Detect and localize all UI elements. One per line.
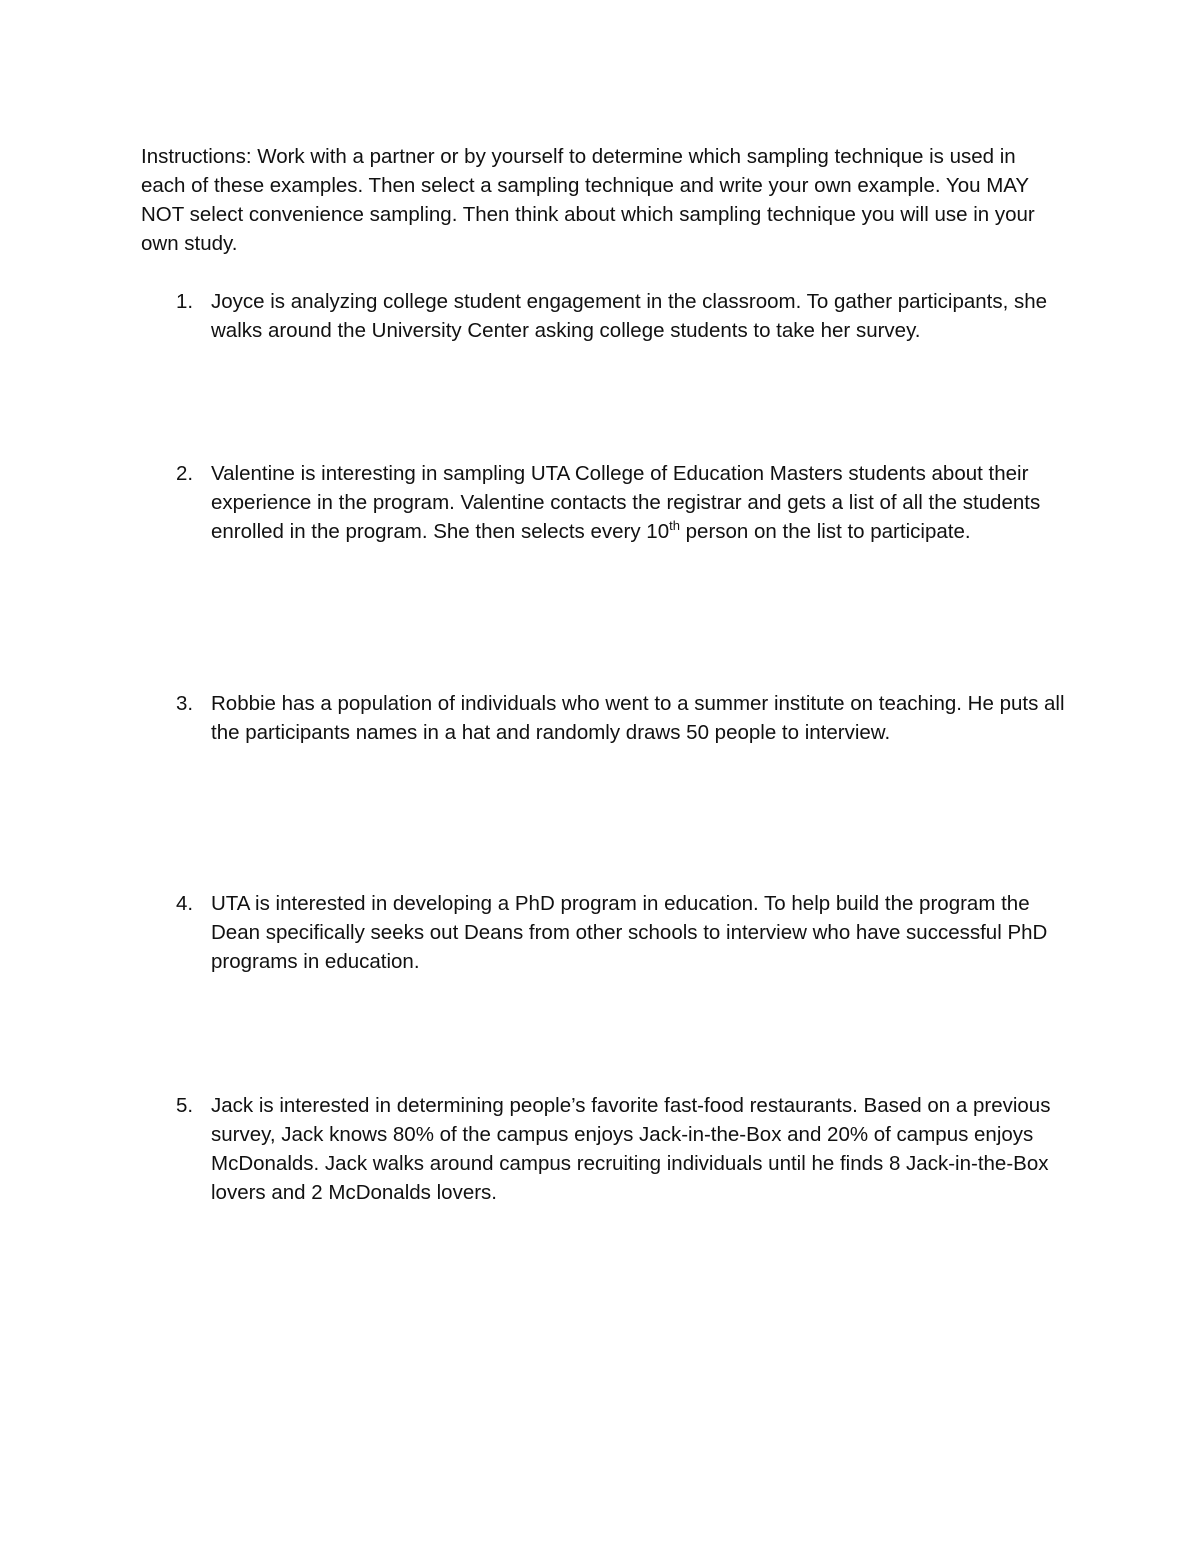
- list-item-text-part: person on the list to participate.: [679, 520, 971, 543]
- list-item-text: Robbie has a population of individuals who went to a summer institute on teaching. He puts all the participants names in a hat and randomly draws 50 people to interview.: [211, 692, 1065, 744]
- list-number: 2.: [176, 462, 194, 485]
- list-item-2: [141, 459, 1066, 546]
- list-item-3: [141, 689, 1066, 747]
- list-item-text-part: Valentine is interesting in sampling UTA College of Education Masters students about their experience in the program. Valentine contacts the registrar and gets a list of all the students enrolled in the program. She then selects every 10: [211, 462, 1041, 543]
- list-item-text: UTA is interested in developing a PhD program in education. To help build the program the Dean specifically seeks out Deans from other schools to interview who have successful PhD programs in education.: [211, 892, 1048, 973]
- list-item-4: [141, 889, 1066, 976]
- list-number: 5.: [176, 1094, 194, 1117]
- list-item-1: [141, 287, 1066, 345]
- list-number: 1.: [176, 290, 194, 313]
- list-number: 4.: [176, 892, 194, 915]
- list-item-5: [141, 1091, 1066, 1207]
- list-number: 3.: [176, 692, 194, 715]
- list-item-text: [211, 459, 1066, 546]
- instructions-paragraph: Instructions: Work with a partner or by yourself to determine which sampling technique is used in each of these examples. Then select a sampling technique and write your own example. You MAY NOT select convenience sampling. Then think about which sampling technique you will use in your own study.: [141, 145, 1035, 255]
- ordinal-superscript: th: [669, 518, 680, 533]
- list-item-text: Jack is interested in determining people’s favorite fast-food restaurants. Based on a previous survey, Jack knows 80% of the campus enjoys Jack-in-the-Box and 20% of campus enjoys McDonalds. Jack walks around campus recruiting individuals until he finds 8 Jack-in-the-Box lovers and 2 McDonalds lovers.: [211, 1094, 1051, 1204]
- list-item-text: Joyce is analyzing college student engagement in the classroom. To gather participants, she walks around the University Center asking college students to take her survey.: [211, 290, 1048, 342]
